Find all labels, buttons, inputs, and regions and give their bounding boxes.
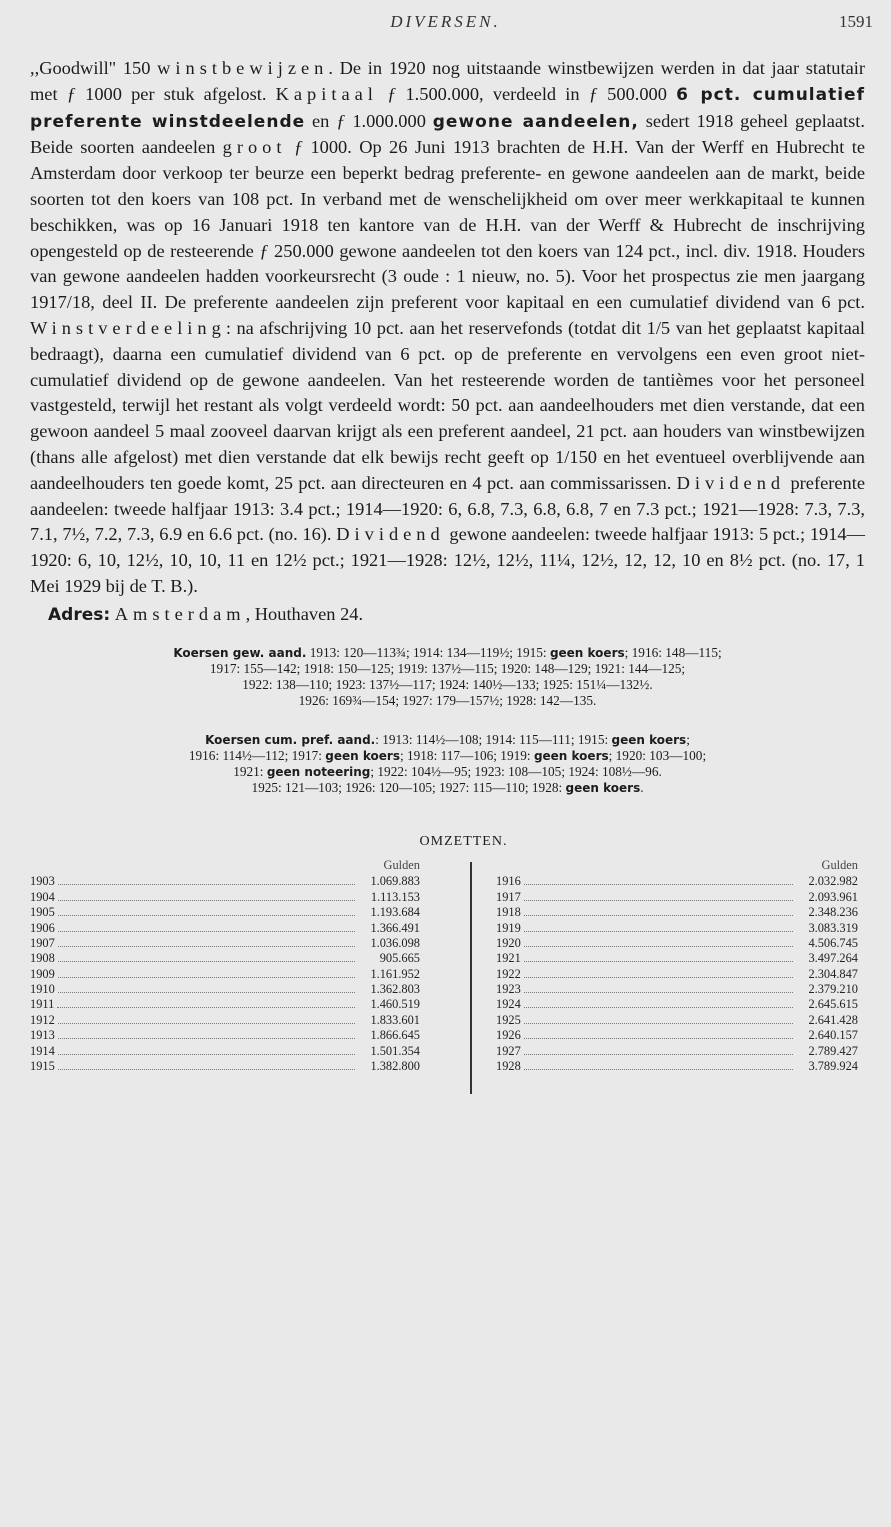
year-cell: 1908 [30, 951, 55, 966]
fraction: 1/5 [646, 317, 671, 338]
prices-preferred-shares [30, 732, 865, 797]
table-row [496, 1044, 858, 1059]
year-cell: 1919 [496, 920, 521, 935]
year-cell: 1925 [496, 1012, 521, 1027]
year-cell: 1903 [30, 874, 55, 889]
year-cell: 1923 [496, 982, 521, 997]
value-cell: 1.069.883 [370, 874, 420, 889]
table-row [496, 905, 858, 920]
prices-ordinary-shares [30, 645, 865, 710]
value-cell: 2.304.847 [808, 966, 858, 981]
year-cell: 1910 [30, 982, 55, 997]
dot-leader [524, 891, 793, 901]
turnover-rows [496, 874, 858, 1074]
year-cell: 1906 [30, 920, 55, 935]
dot-leader [58, 937, 355, 947]
text-run: en het eventueel overblijvende aan aandeelhouders ten goede komt, 25 pct. aan directeuren en 4 pct. aan commissarissen. [30, 446, 865, 493]
prices-text: 1922: 138—110; 1923: 137½—117; 1924: 140½—133; 1925: 151¼—132½. [242, 677, 653, 693]
year-cell: 1913 [30, 1028, 55, 1043]
year-cell: 1915 [30, 1059, 55, 1074]
year-cell: 1911 [30, 997, 55, 1012]
dot-leader [58, 952, 355, 962]
bold-term: gewone aandeelen, [432, 111, 639, 132]
year-cell: 1905 [30, 905, 55, 920]
text-run: 500.000 [598, 83, 677, 104]
value-cell: 1.362.803 [370, 982, 420, 997]
unit-header: Gulden [383, 858, 420, 873]
text-run: 250.000 gewone aandeelen tot den koers van 124 pct., incl. div. 1918. Houders van gewone aandeelen hadden voorkeursrecht (3 oude : 1 nieuw, no. 5). Voor het prospectus zie men jaargang 1917/18, deel II. De preferente aandeelen zijn preferent voor kapitaal en een cumulatief dividend van 6 pct. [30, 240, 865, 313]
prices-text: . [640, 780, 644, 796]
text-run: 1.500.000, verdeeld in [396, 83, 589, 104]
value-cell: 905.665 [379, 951, 420, 966]
dot-leader [58, 906, 355, 916]
text-run: . De in 1920 nog uitstaande winstbewijzen werden in dat jaar statutair met [30, 58, 865, 104]
dot-leader [524, 922, 793, 932]
table-row [496, 951, 858, 966]
dot-leader [58, 983, 355, 993]
year-cell: 1917 [496, 889, 521, 904]
dot-leader [58, 891, 355, 901]
turnover-title: OMZETTEN. [419, 834, 508, 850]
text-run: : na afschrijving 10 pct. aan het reservefonds (totdat dit [225, 317, 647, 338]
text-run [378, 84, 387, 104]
value-cell: 2.641.428 [808, 1012, 858, 1027]
value-cell: 2.348.236 [808, 905, 858, 920]
table-row [30, 997, 420, 1012]
florin-sign: ƒ [336, 110, 346, 131]
prices-text: 1913: 120—113¾; 1914: 134—119½; 1915: [306, 644, 550, 660]
year-cell: 1916 [496, 874, 521, 889]
body-paragraph [30, 56, 865, 600]
dot-leader [524, 998, 793, 1008]
year-cell: 1920 [496, 935, 521, 950]
table-row [496, 921, 858, 936]
year-cell: 1922 [496, 966, 521, 981]
running-header-title: DIVERSEN. [390, 12, 501, 31]
table-row [496, 982, 858, 997]
table-row [30, 1028, 420, 1043]
table-row [30, 905, 420, 920]
dot-leader [58, 1029, 355, 1039]
no-quote-label: geen noteering [266, 764, 371, 779]
value-cell: 1.833.601 [370, 1012, 420, 1027]
florin-sign: ƒ [259, 240, 269, 261]
prices-text: ; 1916: 148—115; [624, 644, 722, 660]
year-cell: 1926 [496, 1028, 521, 1043]
value-cell: 1.193.684 [370, 905, 420, 920]
dot-leader [58, 1014, 355, 1024]
table-row [30, 890, 420, 905]
dot-leader [524, 1029, 793, 1039]
table-row [496, 890, 858, 905]
year-cell: 1912 [30, 1012, 55, 1027]
florin-sign: ƒ [293, 137, 304, 158]
year-cell: 1924 [496, 997, 521, 1012]
spaced-term: Kapitaal [275, 83, 378, 104]
address-line [48, 604, 865, 625]
year-cell: 1918 [496, 905, 521, 920]
prices-text: 1925: 121—103; 1926: 120—105; 1927: 115—110; 1928: [251, 780, 566, 796]
value-cell: 1.382.800 [370, 1059, 420, 1074]
table-row [30, 1013, 420, 1028]
dot-leader [58, 1060, 355, 1070]
page-number: 1591 [839, 12, 873, 31]
year-cell: 1907 [30, 935, 55, 950]
prices-text: 1926: 169¾—154; 1927: 179—157½; 1928: 142—135. [298, 693, 597, 709]
value-cell: 3.497.264 [808, 951, 858, 966]
turnover-rows [30, 874, 420, 1074]
table-row [30, 967, 420, 982]
text-run: 1000. Op 26 Juni 1913 brachten de H.H. Van der Werff en Hubrecht te Amsterdam door verkoop ter beurze een beperkt bedrag preferente- en gewone aandeelen aan de markt, beide soorten tot den koers van 108 pct. In verband met de wenschelijkheid om over meer werkkapitaal te kunnen beschikken, was op 16 Januari 1918 ten kantore van de H.H. van der Werff & Hubrecht de inschrijving opengesteld op de resteerende [30, 137, 865, 261]
value-cell: 1.113.153 [370, 889, 420, 904]
prices-text: : 1913: 114½—108; 1914: 115—111; 1915: [375, 731, 612, 747]
text-run: 1.000.000 [345, 110, 433, 131]
dot-leader [524, 1014, 793, 1024]
address-street: , Houthaven 24. [245, 603, 364, 624]
bold-term: 6 pct. cumulatief preferente winstdeelende [30, 84, 865, 132]
florin-sign: ƒ [387, 83, 397, 104]
table-row [30, 874, 420, 889]
dot-leader [58, 1045, 355, 1055]
unit-header: Gulden [821, 858, 858, 873]
value-cell: 1.501.354 [370, 1043, 420, 1058]
dot-leader [524, 1045, 793, 1055]
dot-leader [58, 922, 355, 932]
address-label: Adres: [48, 604, 111, 625]
florin-sign: ƒ [66, 83, 76, 104]
table-row [496, 997, 858, 1012]
value-cell: 4.506.745 [808, 935, 858, 950]
prices-text: ; 1918: 117—106; 1919: [399, 747, 534, 763]
fraction: 1/150 [555, 446, 597, 467]
dot-leader [524, 952, 793, 962]
year-cell: 1909 [30, 966, 55, 981]
dot-leader [524, 968, 793, 978]
prices-label: Koersen cum. pref. aand. [205, 732, 376, 747]
florin-sign: ƒ [588, 83, 598, 104]
spaced-term: winstbewijzen [157, 58, 329, 78]
no-quote-label: geen koers [533, 748, 609, 763]
value-cell: 1.866.645 [370, 1028, 420, 1043]
value-cell: 3.083.319 [808, 920, 858, 935]
value-cell: 1.460.519 [370, 997, 420, 1012]
prices-text: 1917: 155—142; 1918: 150—125; 1919: 137½—115; 1920: 148—129; 1921: 144—125; [209, 660, 686, 676]
table-row [30, 921, 420, 936]
value-cell: 1.036.098 [370, 935, 420, 950]
table-row [496, 967, 858, 982]
no-quote-label: geen koers [325, 748, 400, 763]
value-cell: 2.379.210 [808, 982, 858, 997]
dot-leader [58, 968, 355, 978]
year-cell: 1928 [496, 1059, 521, 1074]
table-row [30, 936, 420, 951]
table-row [496, 1028, 858, 1043]
text-run: sedert 1918 geheel geplaatst. Beide soorten aandeelen [30, 110, 865, 158]
dot-leader [57, 998, 355, 1008]
table-row [496, 1013, 858, 1028]
table-row [496, 936, 858, 951]
value-cell: 2.789.427 [808, 1043, 858, 1058]
text-run: 1000 per stuk afgelost. [75, 83, 276, 104]
text-run: gewone aandeelen: tweede halfjaar 1913: 5 pct.; 1914—1920: 6, 10, 12½, 10, 10, 11 en 12½ pct.; 1921—1928: 12½, 12½, 11¼, 12½, 12, 12, 10 en 8½ pct. (no. 17, 1 Mei 1929 bij de T. B.). [30, 524, 865, 596]
prices-text: 1916: 114½—112; 1917: [188, 747, 326, 763]
text-run: van het geplaatst kapitaal bedraagt), daarna een cumulatief dividend van 6 pct. op de preferente en vervolgens een even groot niet-cumulatief dividend op de gewone aandeelen. Van het resteerende worden de tantièmes voor het personeel vastgesteld, terwijl het restant als volgt verdeeld wordt: 50 pct. aan aandeelhouders met dien verstande, dat een gewoon aandeel 5 maal zooveel daarvan krijgt als een preferent aandeel, 21 pct. aan houders van winstbewijzen (thans alle afgelost) met dien verstande dat elk bewijs recht geeft op [30, 317, 866, 467]
year-cell: 1927 [496, 1043, 521, 1058]
column-divider [470, 862, 472, 1094]
turnover-column-right [496, 858, 858, 1074]
dot-leader [524, 983, 793, 993]
dot-leader [524, 1060, 793, 1070]
text-run [287, 137, 294, 157]
price-history [30, 645, 865, 797]
no-quote-label: geen koers [549, 645, 625, 660]
year-cell: 1921 [496, 951, 521, 966]
table-row [30, 982, 420, 997]
value-cell: 1.366.491 [370, 920, 420, 935]
value-cell: 2.093.961 [808, 889, 858, 904]
turnover-column-left [30, 858, 420, 1074]
text-run: ,,Goodwill" 150 [30, 58, 158, 78]
prices-label: Koersen gew. aand. [173, 645, 307, 660]
table-row [30, 1044, 420, 1059]
table-row [30, 951, 420, 966]
spaced-term: groot [222, 137, 287, 158]
table-row [496, 1059, 858, 1074]
value-cell: 2.640.157 [808, 1028, 858, 1043]
value-cell: 2.032.982 [808, 874, 858, 889]
prices-text: ; 1922: 104½—95; 1923: 108—105; 1924: 108½—96. [370, 763, 662, 779]
table-row [496, 874, 858, 889]
spaced-term: Dividend [676, 472, 786, 493]
year-cell: 1904 [30, 889, 55, 904]
no-quote-label: geen koers [611, 732, 687, 747]
dot-leader [524, 906, 793, 916]
table-row [30, 1059, 420, 1074]
text-run: preferente aandeelen: tweede halfjaar 1913: 3.4 pct.; 1914—1920: 6, 6.8, 7.3, 6.8, 6.8, 7 en 7.3 pct.; 1921—1928: 7.3, 7.3, 7.1, 7½, 7.2, 7.3, 6.9 en 6.6 pct. (no. 16). [30, 472, 865, 545]
dot-leader [58, 875, 355, 885]
text-run: en [305, 110, 337, 131]
spaced-term: Dividend [336, 524, 445, 545]
prices-text: ; [686, 731, 690, 747]
prices-text: ; 1920: 103—100; [608, 747, 707, 763]
value-cell: 2.645.615 [808, 997, 858, 1012]
no-quote-label: geen koers [565, 781, 641, 796]
value-cell: 1.161.952 [370, 966, 420, 981]
address-city: Amsterdam [114, 603, 246, 624]
spaced-term: Winstverdeeling [30, 317, 226, 338]
year-cell: 1914 [30, 1043, 55, 1058]
value-cell: 3.789.924 [808, 1059, 858, 1074]
dot-leader [524, 937, 793, 947]
dot-leader [524, 875, 793, 885]
prices-text: 1921: [233, 763, 267, 779]
